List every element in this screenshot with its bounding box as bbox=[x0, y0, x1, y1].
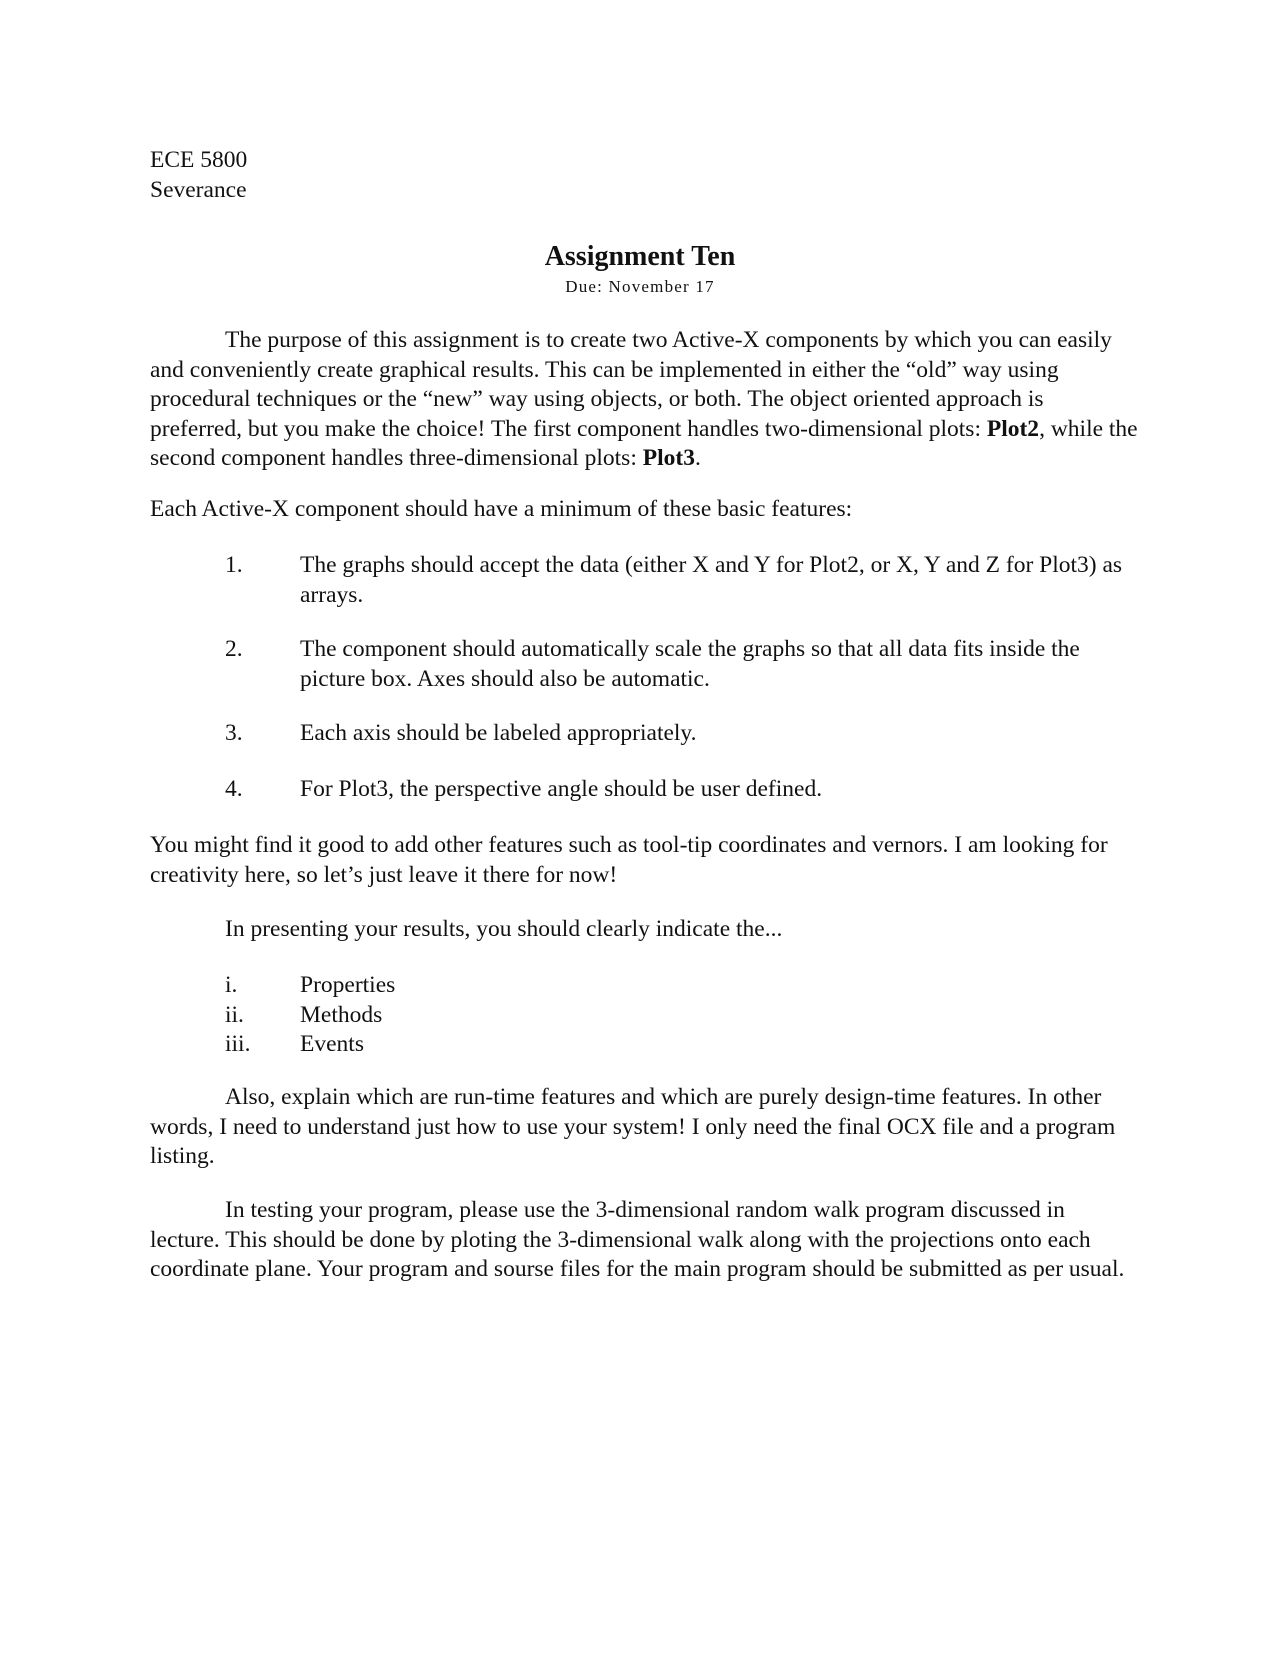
intro-text-2: , while the second component handles three-dimensional plots: bbox=[150, 415, 1138, 471]
intro-text-3: . bbox=[694, 445, 701, 471]
due-date: Due: November 17 bbox=[565, 277, 715, 296]
feature-text: Each axis should be labeled appropriately. bbox=[300, 720, 697, 746]
indicate-text: Properties bbox=[300, 972, 396, 998]
feature-marker: 3. bbox=[225, 720, 243, 746]
feature-marker: 2. bbox=[225, 636, 243, 662]
indicate-text: Events bbox=[300, 1031, 364, 1057]
indicate-item-events bbox=[150, 1030, 1140, 1060]
intro-paragraph bbox=[150, 326, 1140, 474]
feature-marker: 1. bbox=[225, 552, 243, 578]
feature-text: The component should automatically scale the graphs so that all data fits inside the picture box. Axes should also be automatic. bbox=[300, 636, 1080, 692]
indicate-marker: i. bbox=[225, 972, 238, 998]
feature-text: For Plot3, the perspective angle should be user defined. bbox=[300, 776, 823, 802]
feature-item-2 bbox=[150, 635, 1140, 694]
features-intro: Each Active-X component should have a minimum of these basic features: bbox=[150, 496, 853, 522]
feature-item-4 bbox=[150, 775, 1140, 805]
testing-paragraph: In testing your program, please use the 3-dimensional random walk program discussed in lecture. This should be done by ploting the 3-dimensional walk along with the projections onto each coordinate plane. Your program and sourse files for the main program should be submitted as per usual. bbox=[150, 1197, 1125, 1282]
feature-text: The graphs should accept the data (either X and Y for Plot2, or X, Y and Z for Plot3) as arrays. bbox=[300, 552, 1123, 608]
assignment-title: Assignment Ten bbox=[544, 241, 736, 272]
extra-features-paragraph: You might find it good to add other features such as tool-tip coordinates and vernors. I am looking for creativity here, so let’s just leave it there for now! bbox=[150, 832, 1108, 888]
feature-item-1 bbox=[150, 551, 1140, 610]
feature-marker: 4. bbox=[225, 776, 243, 802]
presenting-paragraph: In presenting your results, you should clearly indicate the... bbox=[225, 916, 783, 942]
plot3-label: Plot3 bbox=[642, 445, 695, 471]
indicate-marker: iii. bbox=[225, 1031, 251, 1057]
indicate-item-properties bbox=[150, 971, 1140, 1001]
indicate-list bbox=[150, 971, 1140, 1060]
plot2-label: Plot2 bbox=[986, 415, 1040, 442]
course-number: ECE 5800 bbox=[150, 147, 248, 173]
feature-item-3 bbox=[150, 719, 1140, 749]
document-header bbox=[150, 146, 1140, 205]
instructor-name: Severance bbox=[150, 176, 247, 203]
indicate-marker: ii. bbox=[225, 1001, 244, 1028]
intro-text-1: The purpose of this assignment is to create two Active-X components by which you can easily and conveniently create graphical results. This can be implemented in either the “old” way using procedural techniques or the “new” way using objects, or both. The object oriented approach is preferred, but you make the choice! The first component handles two-dimensional plots: bbox=[150, 327, 1112, 442]
indicate-item-methods bbox=[150, 1001, 1140, 1031]
explain-paragraph: Also, explain which are run-time features and which are purely design-time features. In other words, I need to understand just how to use your system! I only need the final OCX file and a program listing. bbox=[150, 1084, 1116, 1169]
indicate-text: Methods bbox=[300, 1001, 383, 1028]
